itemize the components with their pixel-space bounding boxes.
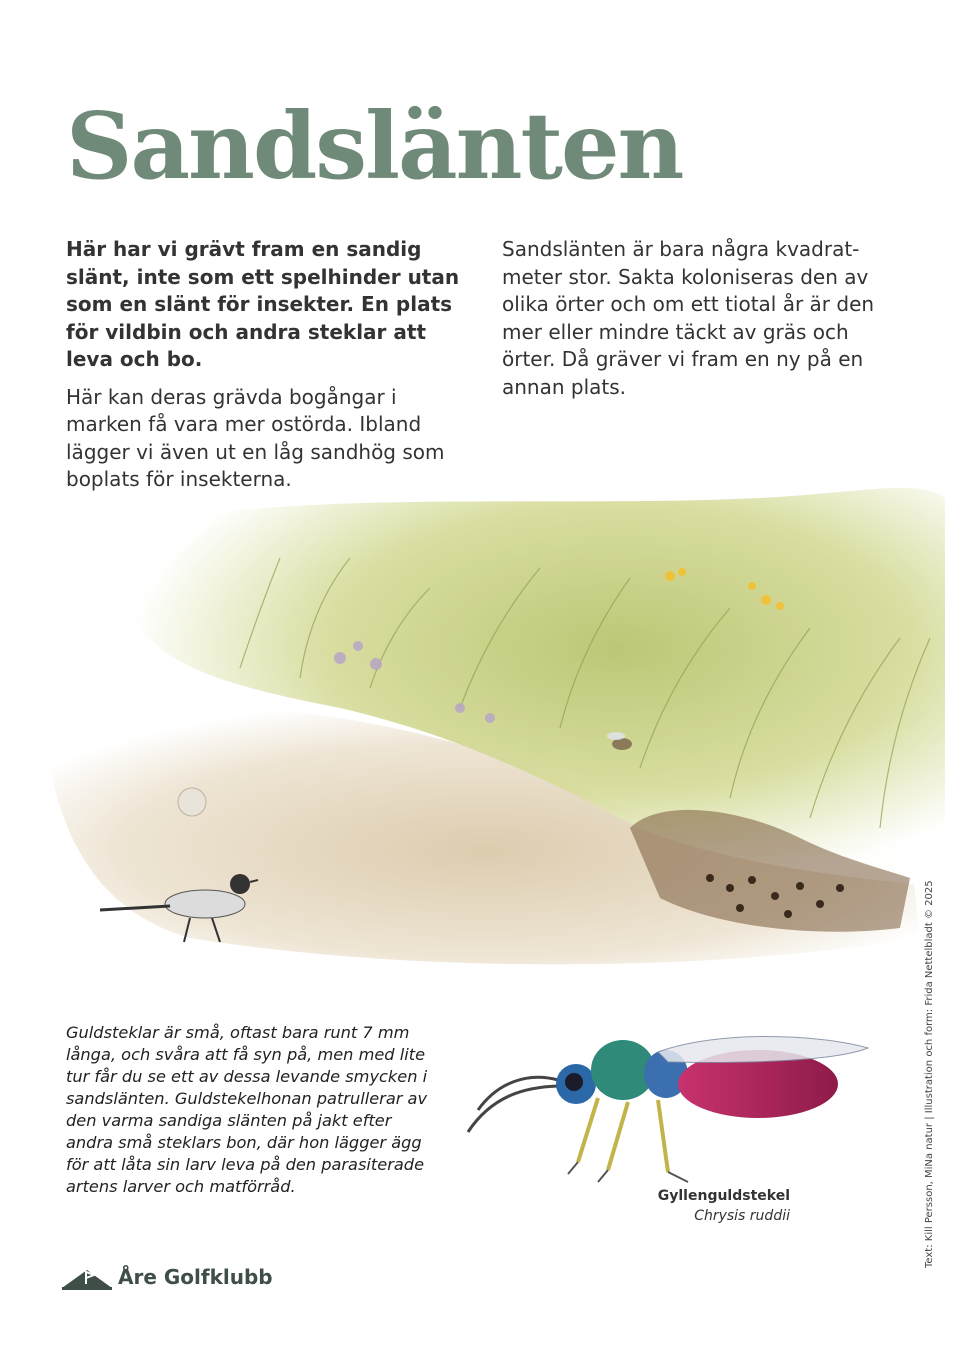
- intro-column: [66, 236, 476, 494]
- intro-lead: Här har vi grävt fram en sandig slänt, inte som ett spelhinder utan som en slänt för insekter. En plats för vildbin och andra steklar att leva och bo.: [66, 237, 460, 371]
- club-name: Åre Golfklubb: [118, 1265, 273, 1289]
- species-latin-name: Chrysis ruddii: [694, 1208, 790, 1224]
- cuckoo-wasp-illustration: [458, 1012, 878, 1192]
- right-column-text: Sandslänten är bara några kvadrat-meter stor. Sakta koloniseras den av olika örter och om ett tiotal år är den mer eller mindre täckt av gräs och örter. Då gräver vi fram en ny på en annan plats.: [502, 237, 875, 399]
- credit-text: Text: Kill Persson, MiNa natur | Illustration och form: Frida Nettelbladt © 2025: [924, 880, 935, 1268]
- golf-flag-logo-icon: [62, 1262, 112, 1292]
- club-logo: [62, 1260, 273, 1294]
- sand-slope-illustration: [40, 468, 952, 1000]
- right-column: [502, 236, 882, 401]
- intro-body: Här kan deras grävda bogångar i marken få vara mer ostörda. Ibland lägger vi även ut en låg sandhög som boplats för insekterna.: [66, 384, 445, 491]
- page-title: Sandslänten: [66, 92, 683, 200]
- wasp-description: Guldsteklar är små, oftast bara runt 7 mm långa, och svåra att få syn på, men med lite tur får du se ett av dessa levande smycken i sandslänten. Guldstekelhonan patrullerar av den varma sandiga slänten på jakt efter andra små steklars bon, där hon lägger ägg för att låta sin larv leva på den parasiterade artens larver och matförråd.: [66, 1023, 428, 1196]
- species-common-name: Gyllenguldstekel: [657, 1188, 790, 1204]
